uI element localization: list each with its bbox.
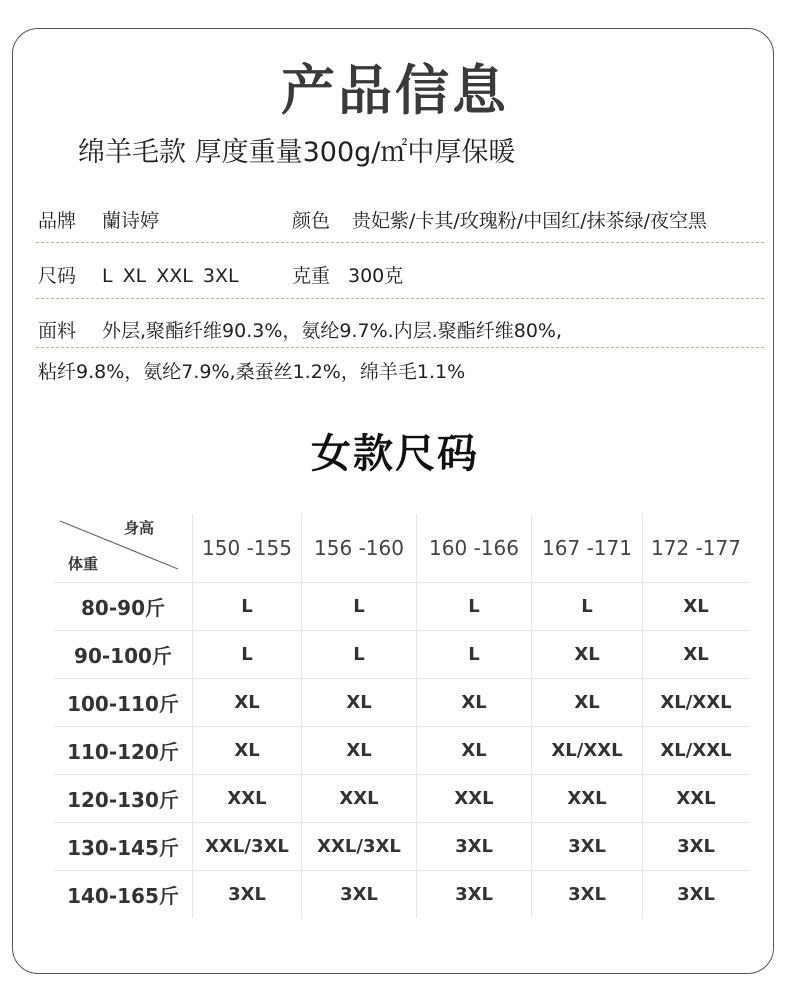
size-value-cell: XXL/3XL [302, 822, 417, 870]
size-chart-table [54, 514, 749, 918]
weight-range-cell: 130-145斤 [54, 822, 193, 870]
size-value-cell: XL/XXL [532, 726, 643, 774]
corner-weight-label: 体重 [68, 554, 99, 573]
size-value-cell: XL [302, 678, 417, 726]
weight-range-cell: 140-165斤 [54, 870, 193, 918]
size-chart-row [54, 822, 749, 870]
page-title: 产品信息 [281, 59, 509, 122]
size-value-cell: XL [532, 678, 643, 726]
size-value-cell: 3XL [532, 870, 643, 918]
size-chart-row [54, 870, 749, 918]
size-label: 尺码 [38, 265, 77, 287]
color-value: 贵妃紫/卡其/玫瑰粉/中国红/抹茶绿/夜空黑 [352, 210, 708, 232]
corner-height-label: 身高 [124, 518, 155, 537]
size-chart-row [54, 630, 749, 678]
dashed-divider [36, 347, 764, 348]
fabric-label: 面料 [38, 320, 77, 342]
size-value-cell: XL/XXL [643, 678, 750, 726]
brand-value: 蘭诗婷 [102, 210, 160, 232]
size-value-cell: 3XL [643, 822, 750, 870]
product-subtitle: 绵羊毛款 厚度重量300g/㎡中厚保暖 [78, 137, 516, 168]
dashed-divider [36, 298, 764, 299]
size-chart-row [54, 774, 749, 822]
size-value-cell: XXL [643, 774, 750, 822]
dashed-divider [36, 242, 764, 243]
size-value-cell: XL [193, 678, 302, 726]
size-value-cell: L [532, 582, 643, 630]
weight-label: 克重 [292, 265, 331, 287]
size-value-cell: XL [193, 726, 302, 774]
size-value-cell: XXL [193, 774, 302, 822]
height-column-header: 150 -155 [193, 514, 302, 582]
size-value-cell: XXL/3XL [193, 822, 302, 870]
size-value-cell: L [417, 582, 532, 630]
size-value-cell: XXL [532, 774, 643, 822]
height-column-header: 156 -160 [302, 514, 417, 582]
size-value-cell: 3XL [302, 870, 417, 918]
weight-range-cell: 120-130斤 [54, 774, 193, 822]
size-value-cell: XL [302, 726, 417, 774]
size-value-cell: XL [532, 630, 643, 678]
size-value-cell: XL [643, 582, 750, 630]
size-value-cell: 3XL [193, 870, 302, 918]
size-value: L XL XXL 3XL [102, 265, 239, 287]
size-value-cell: XL/XXL [643, 726, 750, 774]
fabric-value-line2: 粘纤9.8%，氨纶7.9%,桑蚕丝1.2%，绵羊毛1.1% [38, 361, 466, 383]
height-column-header: 167 -171 [532, 514, 643, 582]
size-value-cell: L [193, 582, 302, 630]
size-value-cell: 3XL [677, 883, 715, 905]
weight-value: 300克 [348, 265, 404, 287]
height-column-header: 160 -166 [417, 514, 532, 582]
weight-range-cell: 100-110斤 [54, 678, 193, 726]
weight-range-cell: 80-90斤 [54, 582, 193, 630]
size-value-cell: L [302, 582, 417, 630]
size-chart-header-row [54, 514, 749, 582]
size-value-cell: L [193, 630, 302, 678]
fabric-value-line1: 外层,聚酯纤维90.3%，氨纶9.7%.内层.聚酯纤维80%, [102, 320, 563, 342]
size-chart-corner [54, 514, 193, 582]
size-value-cell: XL [643, 630, 750, 678]
size-value-cell: XL [417, 678, 532, 726]
size-value-cell: 3XL [532, 822, 643, 870]
color-label: 颜色 [292, 210, 331, 232]
info-row-fabric [38, 316, 562, 343]
size-chart-row [54, 582, 749, 630]
brand-label: 品牌 [38, 210, 77, 232]
size-value-cell: L [302, 630, 417, 678]
info-row-size-weight [38, 261, 403, 288]
size-value-cell: XXL [302, 774, 417, 822]
weight-range-cell: 110-120斤 [54, 726, 193, 774]
size-chart-row [54, 726, 749, 774]
size-value-cell: XXL [417, 774, 532, 822]
size-value-cell: 3XL [417, 822, 532, 870]
size-chart-row [54, 678, 749, 726]
size-value-cell: 3XL [417, 870, 532, 918]
weight-range-cell: 90-100斤 [54, 630, 193, 678]
size-value-cell: XL [417, 726, 532, 774]
info-row-brand-color [38, 206, 707, 233]
size-chart-title: 女款尺码 [311, 431, 479, 477]
size-value-cell: L [417, 630, 532, 678]
height-column-header: 172 -177 [643, 514, 750, 582]
